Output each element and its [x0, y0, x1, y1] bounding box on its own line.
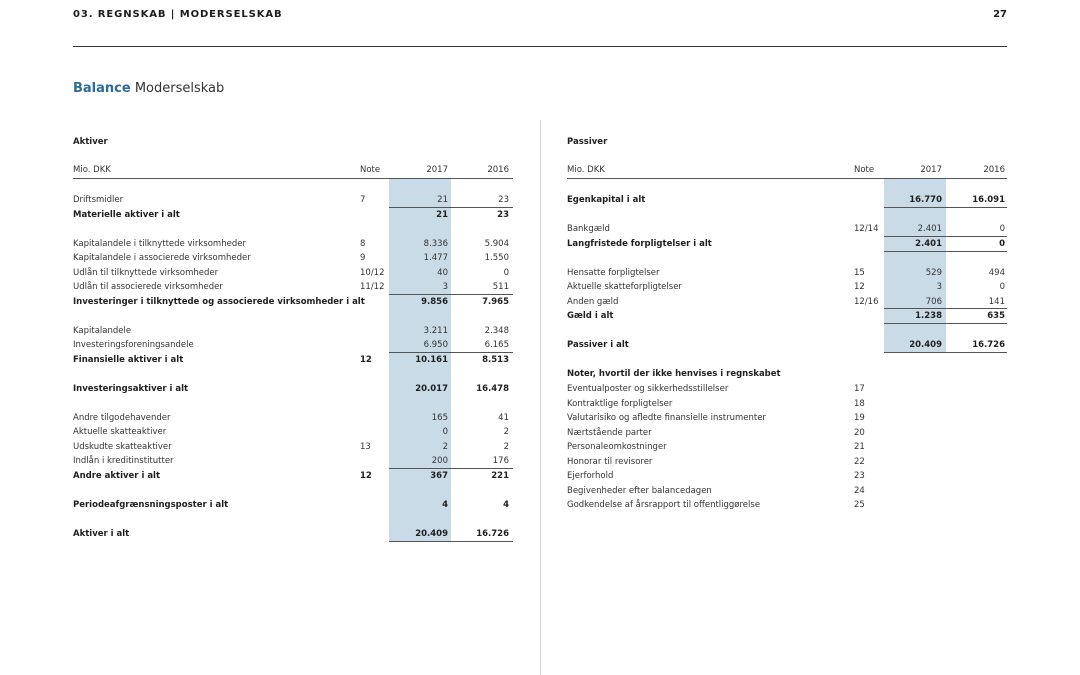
row-note: 9 [360, 253, 366, 263]
row-value-2016: 141 [988, 297, 1005, 307]
row-label: Kapitalandele i tilknyttede virksomheder [73, 239, 246, 249]
row-value-2017: 2.401 [915, 239, 942, 249]
aktiver-row-andre-aktiver-i-alt [73, 469, 513, 484]
aktiver-sum-rule [389, 207, 513, 208]
aktiver-row-kapitalandele-i-associerede-virksomheder [73, 251, 513, 266]
row-value-2017: 20.409 [415, 529, 448, 539]
note-number: 23 [854, 471, 865, 481]
row-value-2017: 16.770 [909, 195, 942, 205]
row-value-2016: 2.348 [484, 326, 509, 336]
row-value-2016: 511 [492, 282, 509, 292]
row-note: 12/14 [854, 224, 879, 234]
row-note: 12 [360, 471, 372, 481]
row-label: Gæld i alt [567, 311, 614, 321]
aktiver-row-finansielle-aktiver-i-alt [73, 353, 513, 368]
row-label: Andre tilgodehavender [73, 413, 171, 423]
row-label: Udskudte skatteaktiver [73, 442, 172, 452]
passiver-sum-rule [884, 323, 1007, 324]
row-value-2016: 8.513 [482, 355, 509, 365]
row-label: Bankgæld [567, 224, 610, 234]
row-value-2016: 23 [498, 195, 509, 205]
row-label: Periodeafgrænsningsposter i alt [73, 500, 229, 510]
aktiver-sum-rule [389, 352, 513, 353]
row-value-2017: 200 [431, 456, 448, 466]
row-note: 8 [360, 239, 366, 249]
row-value-2016: 635 [987, 311, 1005, 321]
row-value-2016: 16.726 [972, 340, 1005, 350]
row-value-2017: 20.409 [909, 340, 942, 350]
note-label: Personaleomkostninger [567, 442, 667, 452]
aktiver-col-2016: 2016 [487, 165, 509, 175]
row-note: 7 [360, 195, 366, 205]
row-value-2017: 2 [442, 442, 448, 452]
notes-row-valutarisiko-og-afledte-finansielle-instrumenter [567, 411, 1007, 426]
aktiver-heading: Aktiver [73, 137, 108, 147]
aktiver-row-investeringsaktiver-i-alt [73, 382, 513, 397]
row-value-2016: 2 [503, 442, 509, 452]
passiver-col-label: Mio. DKK [567, 165, 605, 175]
aktiver-column-header [73, 163, 513, 178]
row-value-2017: 529 [925, 268, 942, 278]
row-value-2017: 21 [437, 195, 448, 205]
passiver-header-rule [567, 178, 1007, 179]
row-value-2016: 1.550 [484, 253, 509, 263]
row-label: Udlån til tilknyttede virksomheder [73, 268, 219, 278]
passiver-heading: Passiver [567, 137, 608, 147]
row-value-2017: 0 [442, 427, 448, 437]
row-note: 12/16 [854, 297, 879, 307]
row-value-2016: 5.904 [484, 239, 509, 249]
column-divider [540, 120, 541, 675]
row-label: Indlån i kreditinstitutter [73, 456, 174, 466]
passiver-col-2017: 2017 [920, 165, 942, 175]
aktiver-sum-rule [389, 468, 513, 469]
row-value-2017: 10.161 [415, 355, 448, 365]
row-note: 15 [854, 268, 865, 278]
row-label: Investeringsaktiver i alt [73, 384, 189, 394]
page-title [73, 81, 224, 96]
note-number: 18 [854, 398, 865, 409]
aktiver-sum-rule [389, 541, 513, 542]
aktiver-header-rule [73, 178, 513, 179]
passiver-column-header [567, 163, 1007, 178]
note-label: Begivenheder efter balancedagen [567, 485, 712, 496]
page-number: 27 [993, 9, 1007, 20]
aktiver-row-udlan-til-associerede-virksomheder [73, 280, 513, 295]
aktiver-sum-rule [389, 294, 513, 295]
notes-row-godkendelse-af-arsrapport-til-offentliggorelse [567, 498, 1007, 513]
note-label: Nærtstående parter [567, 427, 652, 438]
row-value-2016: 0 [999, 239, 1005, 249]
row-value-2017: 706 [925, 297, 942, 307]
row-value-2017: 8.336 [423, 239, 448, 249]
aktiver-row-investeringsforeningsandele [73, 338, 513, 353]
row-note: 11/12 [360, 282, 385, 292]
row-value-2016: 4 [503, 500, 509, 510]
note-number: 22 [854, 456, 865, 467]
aktiver-col-2017: 2017 [426, 165, 448, 175]
row-value-2017: 3 [936, 282, 942, 292]
passiver-sum-rule [884, 251, 1007, 252]
passiver-sum-rule [884, 207, 1007, 208]
row-value-2016: 221 [491, 471, 509, 481]
passiver-sum-rule [884, 352, 1007, 353]
row-value-2017: 20.017 [415, 384, 448, 394]
row-value-2016: 494 [988, 268, 1005, 278]
row-label: Aktiver i alt [73, 529, 130, 539]
row-label: Andre aktiver i alt [73, 471, 161, 481]
note-number: 24 [854, 485, 865, 496]
header-rule [73, 46, 1007, 47]
notes-row-naertstaende-parter [567, 426, 1007, 441]
row-value-2016: 41 [498, 413, 509, 423]
notes-row-honorar-til-revisorer [567, 455, 1007, 470]
passiver-row-hensatte-forpligtelser [567, 266, 1007, 281]
note-label: Kontraktlige forpligtelser [567, 398, 673, 409]
row-value-2017: 3 [442, 282, 448, 292]
note-label: Honorar til revisorer [567, 456, 653, 467]
row-value-2017: 21 [436, 210, 448, 220]
aktiver-row-andre-tilgodehavender [73, 411, 513, 426]
passiver-col-2016: 2016 [983, 165, 1005, 175]
note-label: Godkendelse af årsrapport til offentliggørelse [567, 500, 761, 510]
passiver-row-egenkapital-i-alt [567, 193, 1007, 208]
aktiver-row-driftsmidler [73, 193, 513, 208]
row-value-2016: 16.091 [972, 195, 1005, 205]
aktiver-row-aktiver-i-alt [73, 527, 513, 542]
aktiver-col-label: Mio. DKK [73, 165, 111, 175]
row-label: Udlån til associerede virksomheder [73, 282, 223, 292]
row-value-2016: 16.726 [476, 529, 509, 539]
row-value-2016: 0 [503, 268, 509, 278]
row-note: 13 [360, 442, 371, 452]
notes-row-personaleomkostninger [567, 440, 1007, 455]
row-label: Passiver i alt [567, 340, 629, 350]
row-label: Materielle aktiver i alt [73, 210, 180, 220]
row-value-2017: 9.856 [421, 297, 448, 307]
note-number: 19 [854, 413, 865, 423]
passiver-row-gaeld-i-alt [567, 309, 1007, 324]
row-value-2017: 40 [437, 268, 448, 278]
row-label: Driftsmidler [73, 195, 124, 205]
notes-heading: Noter, hvortil der ikke henvises i regnskabet [567, 369, 781, 379]
note-number: 25 [854, 500, 865, 510]
row-value-2017: 3.211 [423, 326, 448, 336]
page-title-accent: Balance [73, 81, 131, 96]
aktiver-row-materielle-aktiver-i-alt [73, 208, 513, 223]
passiver-row-bankgaeld [567, 222, 1007, 237]
row-value-2016: 0 [999, 224, 1005, 234]
aktiver-row-investeringer-i-tilknyttede-og-associerede-virksomheder-i-alt [73, 295, 513, 310]
row-value-2017: 6.950 [423, 340, 448, 350]
notes-row-begivenheder-efter-balancedagen [567, 484, 1007, 499]
row-label: Egenkapital i alt [567, 195, 646, 205]
row-label: Aktuelle skatteaktiver [73, 427, 167, 437]
row-value-2016: 0 [999, 282, 1005, 292]
row-value-2016: 16.478 [476, 384, 509, 394]
row-value-2017: 367 [430, 471, 448, 481]
aktiver-row-udlan-til-tilknyttede-virksomheder [73, 266, 513, 281]
page-title-rest: Moderselskab [134, 81, 225, 96]
row-label: Kapitalandele [73, 326, 132, 336]
passiver-row-passiver-i-alt [567, 338, 1007, 353]
row-value-2017: 1.477 [423, 253, 448, 263]
passiver-col-note: Note [854, 165, 875, 175]
aktiver-row-aktuelle-skatteaktiver [73, 425, 513, 440]
passiver-row-aktuelle-skatteforpligtelser [567, 280, 1007, 295]
notes-row-eventualposter-og-sikkerhedsstillelser [567, 382, 1007, 397]
row-value-2016: 23 [497, 210, 509, 220]
row-label: Investeringsforeningsandele [73, 340, 194, 350]
passiver-sum-rule [884, 308, 1007, 309]
note-label: Eventualposter og sikkerhedsstillelser [567, 384, 729, 394]
row-label: Aktuelle skatteforpligtelser [567, 282, 682, 292]
row-value-2016: 6.165 [484, 340, 509, 350]
section-header: 03. REGNSKAB | MODERSELSKAB [73, 9, 283, 20]
row-value-2017: 1.238 [915, 311, 942, 321]
note-label: Ejerforhold [567, 471, 614, 481]
row-value-2016: 2 [503, 427, 509, 437]
note-number: 17 [854, 384, 865, 394]
note-number: 21 [854, 442, 865, 452]
row-note: 10/12 [360, 268, 385, 278]
aktiver-row-udskudte-skatteaktiver [73, 440, 513, 455]
aktiver-col-note: Note [360, 165, 381, 175]
row-value-2017: 2.401 [917, 224, 942, 234]
notes-row-kontraktlige-forpligtelser [567, 397, 1007, 412]
passiver-sum-rule [884, 236, 1007, 237]
aktiver-row-periodeafgraensningsposter-i-alt [73, 498, 513, 513]
row-label: Finansielle aktiver i alt [73, 355, 184, 365]
passiver-row-langfristede-forpligtelser-i-alt [567, 237, 1007, 252]
notes-row-ejerforhold [567, 469, 1007, 484]
row-note: 12 [360, 355, 372, 365]
row-label: Hensatte forpligtelser [567, 268, 660, 278]
row-note: 12 [854, 282, 865, 292]
row-label: Kapitalandele i associerede virksomheder [73, 253, 251, 263]
note-label: Valutarisiko og afledte finansielle instrumenter [567, 413, 766, 423]
row-value-2016: 176 [492, 456, 509, 466]
aktiver-row-indlan-i-kreditinstitutter [73, 454, 513, 469]
row-label: Investeringer i tilknyttede og associerede virksomheder i alt [73, 297, 365, 307]
row-label: Anden gæld [567, 297, 619, 307]
row-value-2017: 165 [431, 413, 448, 423]
aktiver-row-kapitalandele-i-tilknyttede-virksomheder [73, 237, 513, 252]
row-label: Langfristede forpligtelser i alt [567, 239, 712, 249]
row-value-2017: 4 [442, 500, 448, 510]
aktiver-row-kapitalandele [73, 324, 513, 339]
row-value-2016: 7.965 [482, 297, 509, 307]
note-number: 20 [854, 427, 865, 438]
